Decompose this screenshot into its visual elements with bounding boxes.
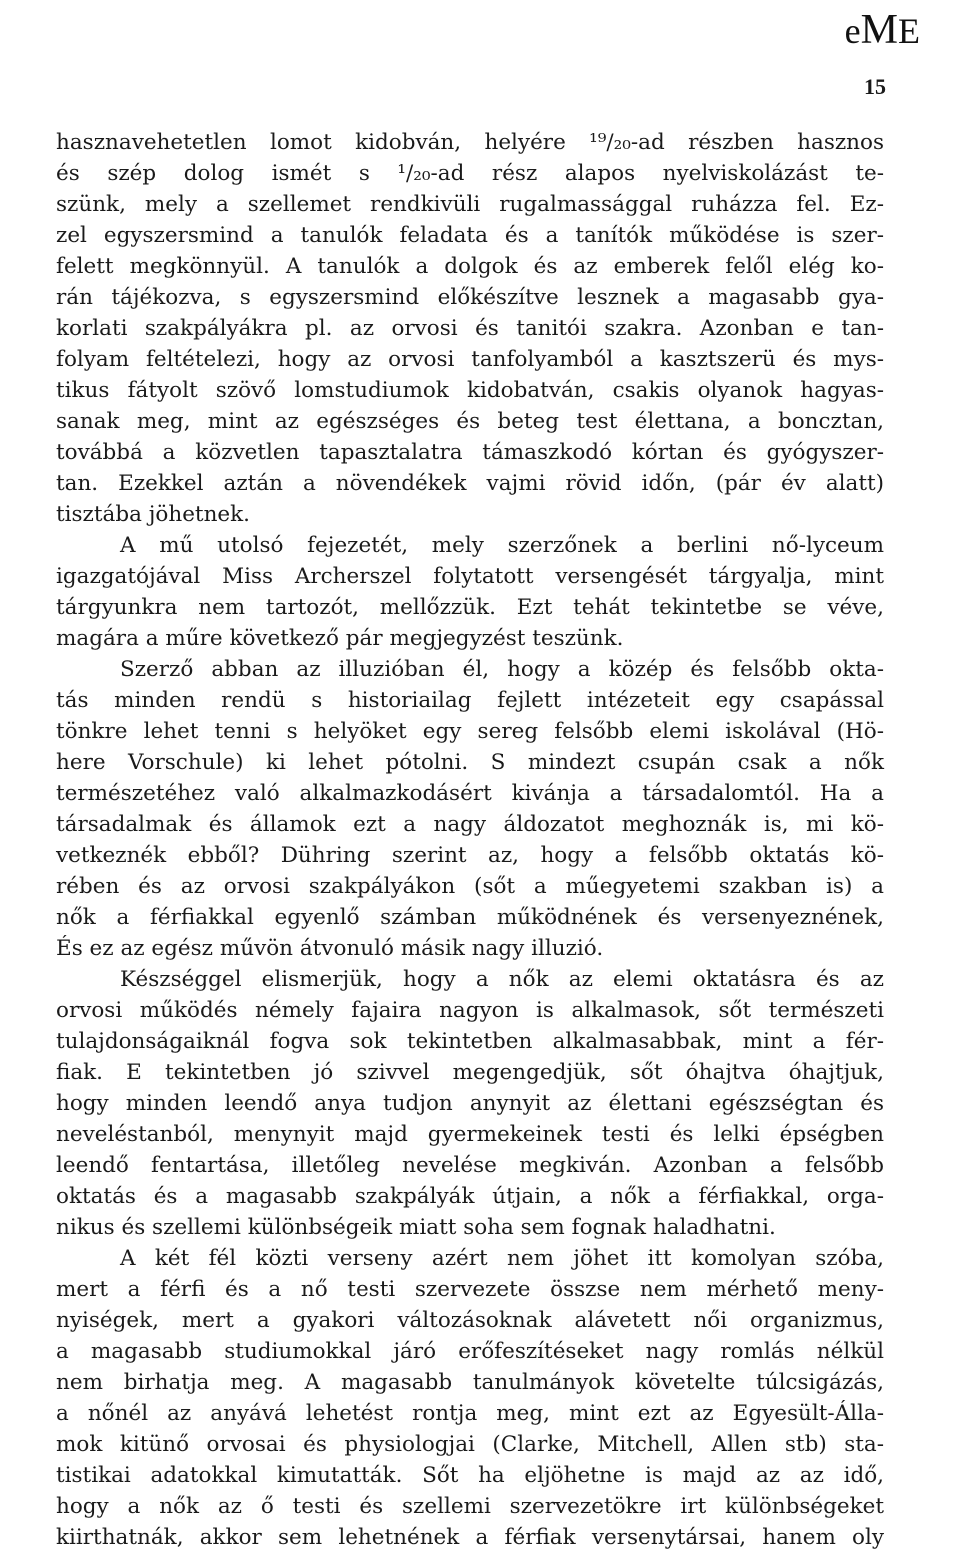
text-line: kiirthatnák, akkor sem lehetnének a férfiak versenytársai, hanem oly <box>56 1525 884 1550</box>
text-line: vetkeznék ebből? Dühring szerint az, hogy a felsőbb oktatás kö- <box>56 843 884 868</box>
text-line: a nőnél az anyává lehetést rontja meg, mint ezt az Egyesült-Álla- <box>56 1401 884 1426</box>
text-line: tönkre lehet tenni s helyöket egy sereg felsőbb elemi iskolával (Hö- <box>56 719 884 744</box>
text-line: hogy a nők az ő testi és szellemi szervezetökre irt különbségeket <box>56 1494 884 1519</box>
text-line: társadalmak és államok ezt a nagy áldozatot meghoznák is, mi kö- <box>56 812 884 837</box>
text-line: természetéhez való alkalmazkodásért kivánja a társadalomtól. Ha a <box>56 781 884 806</box>
text-line: tistikai adatokkal kimutatták. Sőt ha eljöhetne is majd az az idő, <box>56 1463 884 1488</box>
text-line: folyam feltételezi, hogy az orvosi tanfolyamból a kasztszerü és mys- <box>56 347 884 372</box>
page-number: 15 <box>864 74 886 99</box>
text-line: tárgyunkra nem tartozót, mellőzzük. Ezt tehát tekintetbe se véve, <box>56 595 884 620</box>
text-line: mert a férfi és a nő testi szervezete összse nem mérhető meny- <box>56 1277 884 1302</box>
text-line: here Vorschule) ki lehet pótolni. S mindezt csupán csak a nők <box>56 750 884 775</box>
text-line: hogy minden leendő anya tudjon anynyit az élettani egészségtan és <box>56 1091 884 1116</box>
text-line: sanak meg, mint az egészséges és beteg test élettana, a boncztan, <box>56 409 884 434</box>
text-line: magára a műre következő pár megjegyzést teszünk. <box>56 626 624 651</box>
text-line: tás minden rendü s historiailag fejlett intézeteit egy csapással <box>56 688 884 713</box>
text-line: mok kitünő orvosai és physiologjai (Clarke, Mitchell, Allen stb) sta- <box>56 1432 884 1457</box>
text-line: a magasabb studiumokkal járó erőfeszítéseket nagy romlás nélkül <box>56 1339 884 1364</box>
text-line: fiak. E tekintetben jó szivvel megengedjük, sőt óhajtva óhajtjuk, <box>56 1060 884 1085</box>
text-line: korlati szakpályákra pl. az orvosi és tanitói szakra. Azonban e tan- <box>56 316 884 341</box>
text-line: tan. Ezekkel aztán a növendékek vajmi rövid időn, (pár év alatt) <box>56 471 884 496</box>
text-line: nők a férfiakkal egyenlő számban működnének és versenyeznének, <box>56 905 884 930</box>
text-line: Készséggel elismerjük, hogy a nők az elemi oktatásra és az <box>120 967 884 992</box>
text-line: orvosi működés némely fajaira nagyon is alkalmasok, sőt természeti <box>56 998 884 1023</box>
text-line: Szerző abban az illuzióban él, hogy a közép és felsőbb okta- <box>120 657 884 682</box>
text-line: nikus és szellemi különbségeik miatt soha sem fognak haladhatni. <box>56 1215 776 1240</box>
text-line: És ez az egész művön átvonuló másik nagy illuzió. <box>56 936 604 961</box>
site-logo: eME <box>844 7 920 53</box>
text-line: nyiségek, mert a gyakori változásoknak alávetett női organizmus, <box>56 1308 884 1333</box>
text-line: felett megkönnyül. A tanulók a dolgok és az emberek felől elég ko- <box>56 254 884 279</box>
text-line: rében és az orvosi szakpályákon (sőt a műegyetemi szakban is) a <box>56 874 884 899</box>
text-line: tisztába jöhetnek. <box>56 502 251 527</box>
text-line: nem birhatja meg. A magasabb tanulmányok követelte túlcsigázás, <box>56 1370 884 1395</box>
text-line: A mű utolsó fejezetét, mely szerzőnek a berlini nő-lyceum <box>120 533 884 558</box>
text-line: A két fél közti verseny azért nem jöhet itt komolyan szóba, <box>120 1246 884 1271</box>
text-line: oktatás és a magasabb szakpályák útjain, a nők a férfiakkal, orga- <box>56 1184 884 1209</box>
body-text <box>56 127 884 1553</box>
text-line: hasznavehetetlen lomot kidobván, helyére ¹⁹/₂₀-ad részben hasznos <box>56 130 884 155</box>
text-line: továbbá a közvetlen tapasztalatra támaszkodó kórtan és gyógyszer- <box>56 440 884 465</box>
text-line: rán tájékozva, s egyszersmind előkészítve lesznek a magasabb gya- <box>56 285 884 310</box>
text-line: leendő fentartása, illetőleg nevelése megkiván. Azonban a felsőbb <box>56 1153 884 1178</box>
text-line: tikus fátyolt szövő lomstudiumok kidobatván, csakis olyanok hagyas- <box>56 378 884 403</box>
text-line: és szép dolog ismét s ¹/₂₀-ad rész alapos nyelviskolázást te- <box>56 161 884 186</box>
text-line: szünk, mely a szellemet rendkivüli rugalmassággal ruházza fel. Ez- <box>56 192 884 217</box>
text-line: neveléstanból, menynyit majd gyermekeinek testi és lelki épségben <box>56 1122 884 1147</box>
text-line: zel egyszersmind a tanulók feladata és a tanítók működése is szer- <box>56 223 884 248</box>
text-line: igazgatójával Miss Archerszel folytatott versengését tárgyalja, mint <box>56 564 884 589</box>
text-line: tulajdonságaiknál fogva sok tekintetben alkalmasabbak, mint a fér- <box>56 1029 884 1054</box>
